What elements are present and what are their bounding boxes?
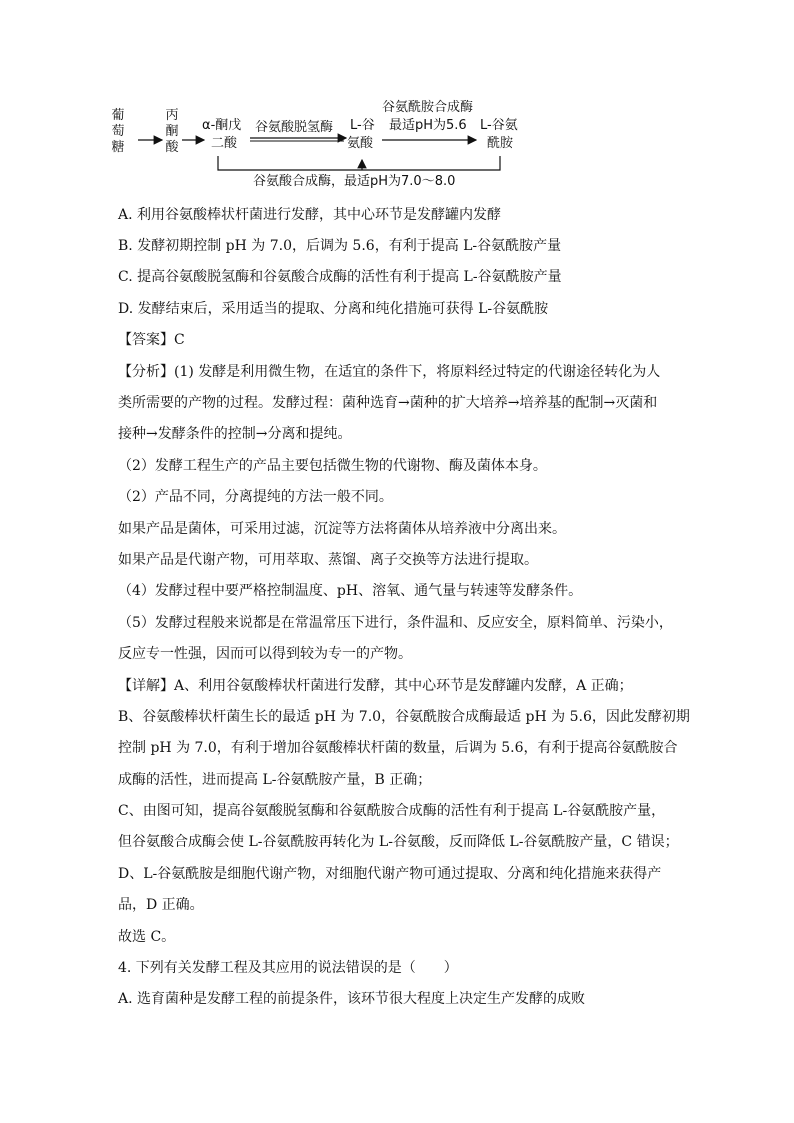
option-a: A. 利用谷氨酸棒状杆菌进行发酵，其中心环节是发酵罐内发酵 (118, 207, 502, 223)
detail-line: C、由图可知，提高谷氨酸脱氢酶和谷氨酰胺合成酶的活性有利于提高 L-谷氨酰胺产量， (118, 803, 666, 819)
question-4-stem: 4. 下列有关发酵工程及其应用的说法错误的是（ ） (118, 960, 458, 976)
detail-line: 但谷氨酸合成酶会使 L-谷氨酰胺再转化为 L-谷氨酸，反而降低 L-谷氨酰胺产量，C 错误； (118, 834, 679, 850)
analysis-line: （4）发酵过程中要严格控制温度、pH、溶氧、通气量与转速等发酵条件。 (118, 583, 583, 599)
enzyme-glutamate-dehydrogenase: 谷氨酸脱氢酶 (255, 120, 334, 135)
option-c: C. 提高谷氨酸脱氢酶和谷氨酸合成酶的活性有利于提高 L-谷氨酰胺产量 (118, 269, 562, 285)
metabolic-pathway-diagram (110, 98, 530, 198)
loop-line (218, 156, 500, 170)
detail-line: 成酶的活性，进而提高 L-谷氨酰胺产量，B 正确； (118, 772, 432, 788)
node-gln-line2: 酰胺 (487, 136, 514, 151)
node-pyruvate: 丙 酮 酸 (165, 108, 179, 155)
node-akg-line2: 二酸 (211, 136, 238, 151)
node-glu-line2: 氨酸 (347, 136, 374, 151)
analysis-line: （5）发酵过程般来说都是在常温常压下进行，条件温和、反应安全，原料简单、污染小， (118, 615, 673, 631)
detail-line: 【详解】A、利用谷氨酸棒状杆菌进行发酵，其中心环节是发酵罐内发酵，A 正确； (118, 678, 633, 694)
conclusion: 故选 C。 (118, 929, 176, 945)
answer: 【答案】C (118, 332, 185, 348)
detail-line: 控制 pH 为 7.0，有利于增加谷氨酸棒状杆菌的数量，后调为 5.6，有利于提高谷氨酰胺合 (118, 740, 678, 756)
enzyme-glutamine-synthetase: 谷氨酰胺合成酶 (382, 100, 474, 115)
option-b: B. 发酵初期控制 pH 为 7.0，后调为 5.6，有利于提高 L-谷氨酰胺产量 (118, 238, 562, 254)
analysis-line: 如果产品是代谢产物，可用萃取、蒸馏、离子交换等方法进行提取。 (118, 552, 538, 568)
question-4-option-a: A. 选育菌种是发酵工程的前提条件，该环节很大程度上决定生产发酵的成败 (118, 991, 586, 1007)
analysis-line: 接种→发酵条件的控制→分离和提纯。 (118, 426, 352, 442)
analysis-line: 反应专一性强，因而可以得到较为专一的产物。 (118, 646, 412, 662)
node-glucose: 葡 萄 糖 (111, 108, 125, 155)
detail-line: B、谷氨酸棒状杆菌生长的最适 pH 为 7.0，谷氨酰胺合成酶最适 pH 为 5.6，因此发酵初期 (118, 709, 690, 725)
analysis-line: 如果产品是菌体，可采用过滤，沉淀等方法将菌体从培养液中分离出来。 (118, 521, 566, 537)
enzyme-glutamine-synthetase-ph: 最适pH为5.6 (389, 118, 467, 133)
node-glu-line1: L-谷 (350, 118, 375, 133)
node-akg-line1: α-酮戊 (202, 118, 242, 133)
analysis-line: 类所需要的产物的过程。发酵过程：菌种选育→菌种的扩大培养→培养基的配制→灭菌和 (118, 395, 658, 411)
analysis-line: （2）发酵工程生产的产品主要包括微生物的代谢物、酶及菌体本身。 (118, 458, 547, 474)
detail-line: D、L-谷氨酰胺是细胞代谢产物，对细胞代谢产物可通过提取、分离和纯化措施来获得产 (118, 866, 662, 882)
detail-line: 品，D 正确。 (118, 897, 204, 913)
analysis-line: （2）产品不同，分离提纯的方法一般不同。 (118, 489, 393, 505)
analysis-line: 【分析】(1) 发酵是利用微生物，在适宜的条件下，将原料经过特定的代谢途径转化为人 (118, 364, 661, 380)
enzyme-glutamate-synthase: 谷氨酸合成酶，最适pH为7.0～8.0 (253, 174, 456, 189)
node-gln-line1: L-谷氨 (480, 118, 518, 133)
option-d: D. 发酵结束后，采用适当的提取、分离和纯化措施可获得 L-谷氨酰胺 (118, 301, 549, 317)
